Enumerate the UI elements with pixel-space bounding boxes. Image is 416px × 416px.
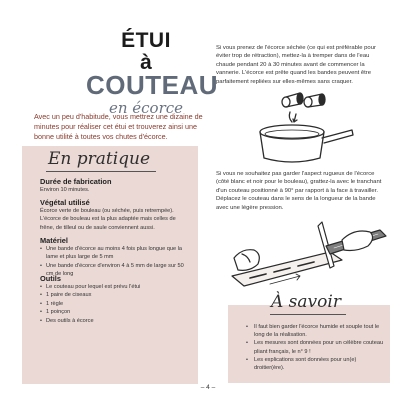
plant-section <box>40 198 190 232</box>
page-title <box>86 29 219 117</box>
scraping-illustration <box>230 214 390 290</box>
tips-heading-rule <box>270 314 346 315</box>
title-line-3: en écorce <box>108 99 184 117</box>
tips-list <box>246 323 384 372</box>
title-prefix: à <box>140 51 152 74</box>
tips-heading: À savoir <box>271 292 341 312</box>
tool-item: • 1 poinçon <box>40 308 190 316</box>
material-label: Matériel <box>40 236 68 245</box>
title-line-1: ÉTUI <box>121 29 171 52</box>
tool-item: • 1 règle <box>40 300 190 308</box>
plant-text: Écorce verte de bouleau (ou séchée, puis retrempée). L'écorce de bouleau est la plus adaptée mais celles de frêne, de tilleul ou de saule conviennent aussi. <box>40 208 176 231</box>
tools-label: Outils <box>40 274 61 283</box>
material-item: • Une bande d'écorce d'environ 4 à 5 mm de large sur 50 cm de long <box>40 262 190 279</box>
practice-heading: En pratique <box>48 149 151 169</box>
material-item: • Une bande d'écorce au moins 4 fois plus longue que la lame et plus large de 5 mm <box>40 245 190 262</box>
tool-item: • Le couteau pour lequel est prévu l'étui <box>40 283 190 291</box>
tip-item: • Les mesures sont données pour un célèbre couteau pliant français, le n° 9 ! <box>246 339 384 355</box>
tools-section <box>40 274 190 325</box>
tip-item: • Il faut bien garder l'écorce humide et souple tout le long de la réalisation. <box>246 323 384 339</box>
intro-paragraph: Avec un peu d'habitude, vous mettrez une dizaine de minutes pour réaliser cet étui et trouverez ainsi une bonne utilité à toutes vos chutes d'écorce. <box>34 112 203 141</box>
material-section <box>40 236 190 279</box>
duration-label: Durée de fabrication <box>40 177 112 186</box>
duration-section <box>40 177 190 194</box>
title-line-2 <box>86 51 219 100</box>
scraping-paragraph: Si vous ne souhaitez pas garder l'aspect rugueux de l'écorce (côté blanc et noir pour le bouleau), grattez-la avec le tranchant d'un couteau positionné à 90° par rapport à la face à travailler. Déplacez le couteau dans le sens de la longueur de la bande avec une légère pression. <box>216 171 382 211</box>
saucepan-illustration <box>236 88 356 166</box>
title-main-word: COUTEAU <box>86 70 219 100</box>
duration-value: Environ 10 minutes. <box>40 187 90 193</box>
tool-item: • Des outils à écorce <box>40 317 190 325</box>
soaking-paragraph: Si vous prenez de l'écorce séchée (ce qui est préférable pour éviter trop de rétraction), mettez-la à tremper dans de l'eau chaude pendant 20 à 30 minutes avant de commencer la vannerie. L'écorce est prête quand les bandes peuvent être parfaitement repliées sur elles-mêmes sans craquer. <box>216 45 376 85</box>
page-number: – 4 – <box>200 384 216 391</box>
tip-item: • Les explications sont données pour un(e) droitier(ère). <box>246 356 384 372</box>
plant-label: Végétal utilisé <box>40 198 90 207</box>
tool-item: • 1 paire de ciseaux <box>40 291 190 299</box>
practice-heading-rule <box>46 171 156 172</box>
